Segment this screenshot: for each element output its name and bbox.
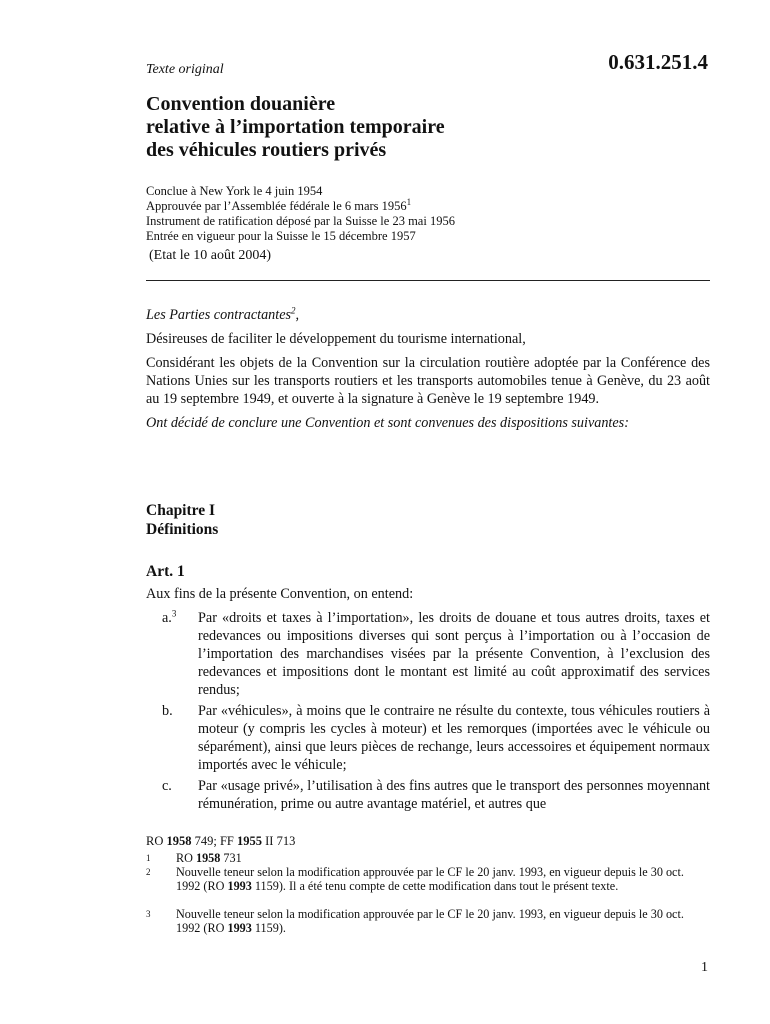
document-title (146, 93, 445, 162)
footnote-ref-2[interactable]: 2 (291, 305, 296, 316)
footnote-number: 2 (146, 867, 151, 877)
preamble-desireuses: Désireuses de faciliter le développement du tourisme international, (146, 331, 526, 347)
chapter-title: Définitions (146, 521, 219, 538)
definition-item-a (146, 609, 710, 699)
preamble (146, 306, 710, 438)
article-intro: Aux fins de la présente Convention, on entend: (146, 586, 414, 602)
definition-letter (162, 609, 192, 627)
definition-text: Par «véhicules», à moins que le contraire ne résulte du contexte, tous véhicules routiers à moteur (y compris les cycles à moteur) et les remorques (importées avec le véhicule ou séparément), ainsi que leurs pièces de rechange, leurs accessoires et équipement normaux importés avec le véhicule; (198, 703, 710, 773)
metadata-block (146, 184, 455, 244)
title-line-2: relative à l’importation temporaire (146, 116, 445, 138)
definition-text: Par «droits et taxes à l’importation», les droits de douane et tous autres droits, taxes et redevances ou impositions diverses qui sont perçus à l’importation ou à l’occasion de l’importation des marchandises visées par la présente Convention, à l’exclusion des redevances et impositions dont le montant est limité au coût approximatif des services rendus; (198, 610, 710, 698)
footnote-ref-1[interactable]: 1 (406, 196, 412, 207)
fn-bold: 1958 (195, 851, 221, 865)
parties-suffix: , (295, 307, 300, 323)
fn-suffix: 731 (220, 851, 242, 865)
definition-letter: b. (162, 703, 173, 719)
definition-item-c (146, 777, 710, 813)
meta-approuvee (146, 196, 455, 214)
sr-number: 0.631.251.4 (608, 50, 708, 74)
fn-bold: 1993 (227, 921, 252, 935)
fn-bold: 1993 (227, 879, 252, 893)
preamble-parties (146, 306, 710, 324)
footnote-2 (146, 865, 710, 893)
footnote-text (176, 851, 710, 865)
meta-instrument: Instrument de ratification déposé par la Suisse le 23 mai 1956 (146, 214, 455, 228)
parties-text: Les Parties contractantes (146, 307, 292, 323)
meta-approuvee-text: Approuvée par l’Assemblée fédérale le 6 mars 1956 (146, 199, 407, 213)
ro-year-1: 1958 (166, 834, 192, 848)
letter-a: a. (162, 610, 172, 626)
chapter-number: Chapitre I (146, 502, 216, 519)
fn-suffix: 1159). (251, 921, 286, 935)
footnote-ref-3[interactable]: 3 (171, 608, 177, 619)
title-line-1: Convention douanière (146, 93, 336, 115)
ro-year-2: 1955 (237, 834, 263, 848)
article-heading: Art. 1 (146, 563, 185, 580)
title-line-3: des véhicules routiers privés (146, 139, 387, 161)
fn-prefix: Nouvelle teneur selon la modification approuvée par le CF le 20 janv. 1993, en vigueur depuis le 30 oct. 1992 (RO (176, 865, 684, 893)
definition-letter: c. (162, 778, 172, 794)
preamble-considerant: Considérant les objets de la Convention sur la circulation routière adoptée par la Conférence des Nations Unies sur les transports routiers et les transports automobiles tenue à Genève, du 23 août au 19 septembre 1949, et ouverte à la signature à Genève le 19 septembre 1949. (146, 355, 710, 407)
fn-prefix: RO (176, 851, 196, 865)
ro-mid: 749; FF (191, 834, 238, 848)
fn-suffix: 1159). Il a été tenu compte de cette modification dans tout le présent texte. (251, 879, 619, 893)
footnote-1 (146, 851, 710, 865)
footnote-3 (146, 907, 710, 935)
meta-conclue: Conclue à New York le 4 juin 1954 (146, 184, 323, 198)
footnote-number: 3 (146, 909, 151, 919)
ro-prefix: RO (146, 834, 167, 848)
chapter-heading (146, 501, 218, 539)
definition-text: Par «usage privé», l’utilisation à des fins autres que le transport des personnes moyennant rémunération, prime ou autre avantage matériel, et autres que (198, 778, 710, 812)
meta-entree: Entrée en vigueur pour la Suisse le 15 décembre 1957 (146, 229, 416, 243)
definition-item-b (146, 702, 710, 774)
footnote-text (176, 865, 710, 893)
footnote-text (176, 907, 710, 935)
ro-suffix: II 713 (262, 834, 296, 848)
preamble-ont-decide: Ont décidé de conclure une Convention et sont convenues des dispositions suivantes: (146, 415, 629, 431)
header-divider (146, 280, 710, 281)
etat-line: (Etat le 10 août 2004) (149, 248, 272, 263)
ro-reference (146, 834, 295, 849)
page-number: 1 (701, 960, 708, 975)
footnote-number: 1 (146, 853, 151, 863)
texte-original-label: Texte original (146, 62, 224, 77)
fn-prefix: Nouvelle teneur selon la modification approuvée par le CF le 20 janv. 1993, en vigueur depuis le 30 oct. 1992 (RO (176, 907, 684, 935)
